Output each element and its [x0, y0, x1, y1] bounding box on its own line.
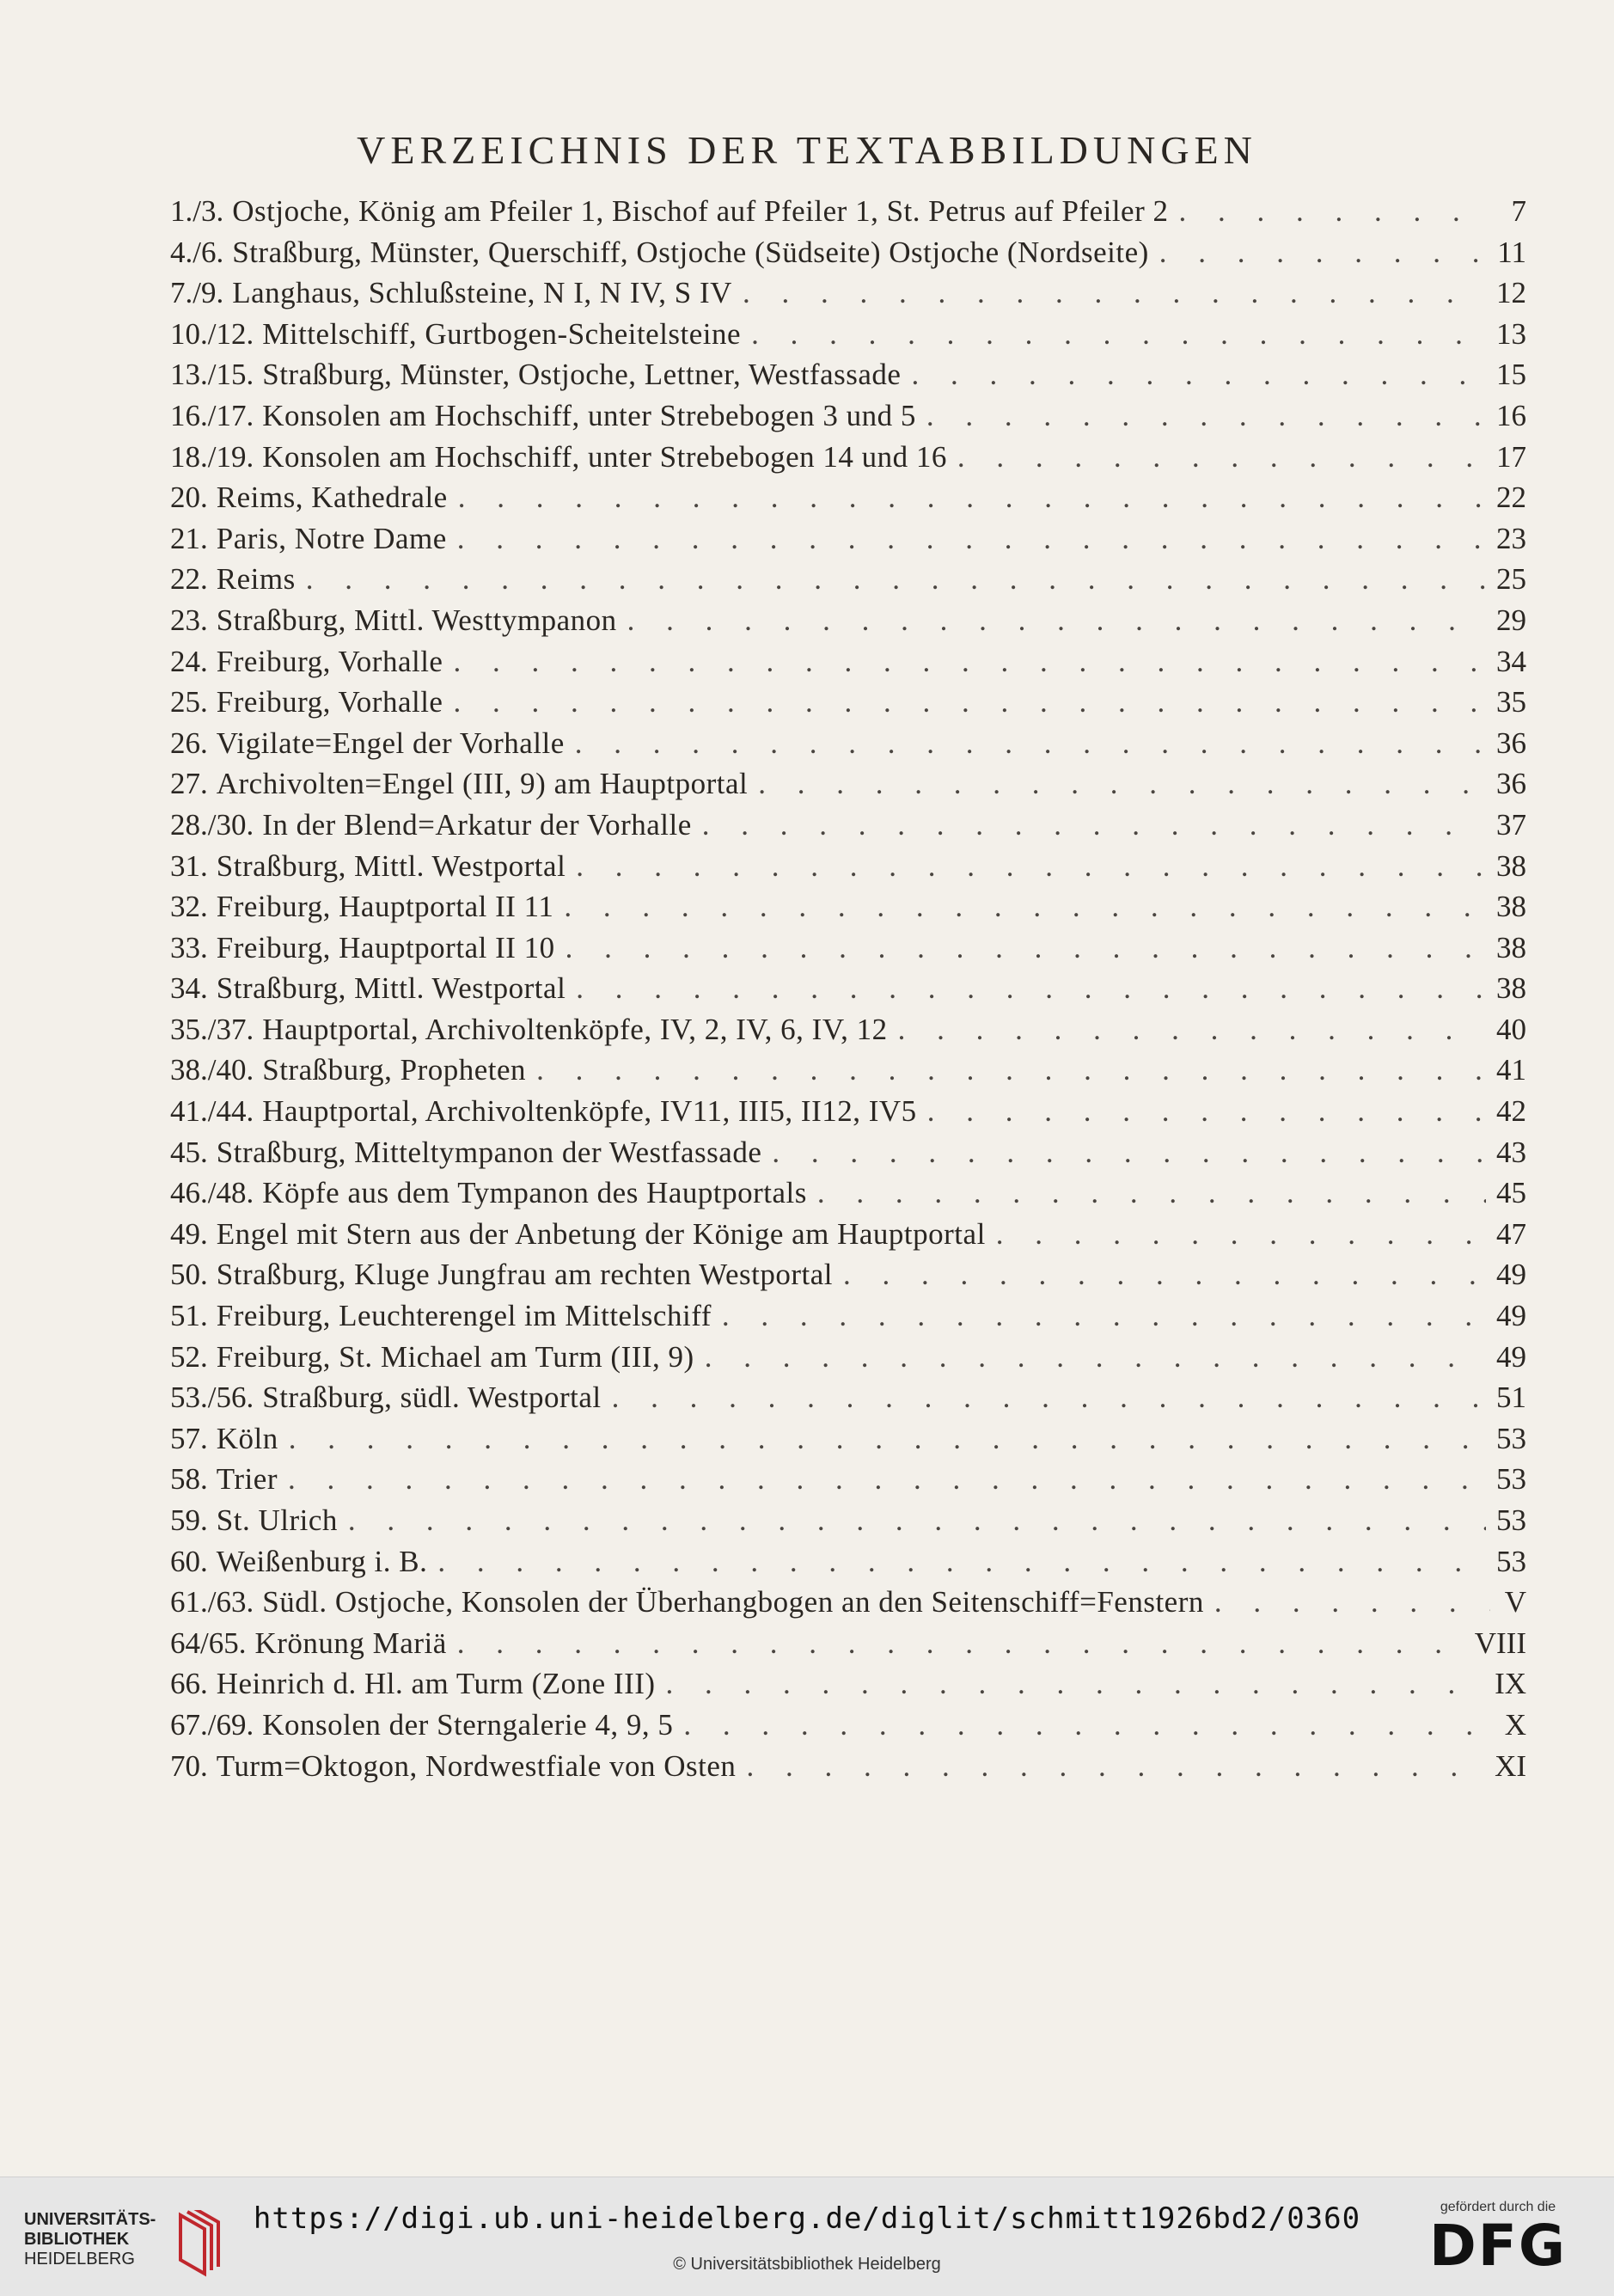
dot-leader [911, 358, 1486, 392]
index-entry [170, 1094, 1526, 1136]
entry-caption: Ostjoche, König am Pfeiler 1, Bischof auf Pfeiler 1, St. Petrus auf Pfeiler 2 [232, 194, 1169, 228]
dot-leader [926, 399, 1486, 433]
entry-number: 50. [170, 1258, 208, 1292]
index-entry [170, 1258, 1526, 1299]
dot-leader [743, 276, 1486, 310]
entry-page-number: 12 [1496, 276, 1526, 310]
entry-number: 66. [170, 1667, 208, 1701]
entry-caption: Straßburg, südl. Westportal [262, 1381, 602, 1415]
entry-page-number: 17 [1496, 439, 1526, 474]
index-entry [170, 1381, 1526, 1422]
entry-page-number: XI [1495, 1748, 1526, 1783]
index-entry [170, 1422, 1526, 1463]
entry-number: 53./56. [170, 1381, 254, 1415]
dot-leader [453, 645, 1486, 679]
entry-caption: Mittelschiff, Gurtbogen-Scheitelsteine [262, 316, 742, 351]
entry-caption: Archivolten=Engel (III, 9) am Hauptportal [216, 767, 749, 801]
index-entry [170, 1545, 1526, 1586]
entry-number: 25. [170, 685, 208, 719]
index-entry [170, 1749, 1526, 1791]
funder-caption: gefördert durch die [1440, 2200, 1556, 2214]
dot-leader [898, 1013, 1486, 1047]
entry-number: 52. [170, 1339, 208, 1374]
dot-leader [576, 971, 1486, 1006]
index-entry [170, 276, 1526, 317]
index-entry [170, 849, 1526, 891]
dot-leader [996, 1217, 1486, 1252]
dot-leader [957, 440, 1486, 475]
entry-caption: Konsolen am Hochschiff, unter Strebebogen 3 und 5 [262, 398, 916, 432]
entry-number: 61./63. [170, 1585, 254, 1619]
entry-caption: Straßburg, Propheten [262, 1053, 527, 1087]
entry-page-number: 49 [1496, 1339, 1526, 1374]
index-entry [170, 1585, 1526, 1626]
dfg-logo: DFG [1428, 2213, 1568, 2279]
entry-page-number: 53 [1496, 1421, 1526, 1455]
dot-leader [458, 481, 1486, 515]
index-entry [170, 808, 1526, 849]
entry-page-number: 53 [1496, 1544, 1526, 1578]
entry-number: 23. [170, 603, 208, 637]
index-entry [170, 971, 1526, 1013]
entry-caption: Straßburg, Mitteltympanon der Westfassade [216, 1135, 762, 1169]
entry-page-number: 36 [1496, 726, 1526, 760]
entry-caption: Freiburg, Leuchterengel im Mittelschiff [216, 1299, 712, 1333]
entry-number: 38./40. [170, 1053, 254, 1087]
dot-leader [1214, 1585, 1490, 1619]
index-entry [170, 726, 1526, 768]
index-entry [170, 1053, 1526, 1094]
entry-caption: Reims [216, 562, 296, 597]
entry-caption: Hauptportal, Archivoltenköpfe, IV, 2, IV, 6, IV, 12 [262, 1012, 888, 1046]
entry-caption: Vigilate=Engel der Vorhalle [216, 726, 565, 760]
entry-caption: Hauptportal, Archivoltenköpfe, IV11, III5, II12, IV5 [262, 1094, 917, 1129]
entry-caption: Freiburg, St. Michael am Turm (III, 9) [216, 1339, 694, 1374]
entry-page-number: 23 [1496, 521, 1526, 555]
dot-leader [306, 562, 1486, 597]
entry-caption: Krönung Mariä [254, 1626, 447, 1660]
entry-caption: Langhaus, Schlußsteine, N I, N IV, S IV [232, 276, 732, 310]
entry-number: 10./12. [170, 316, 254, 351]
index-entry [170, 236, 1526, 277]
entry-number: 57. [170, 1421, 208, 1455]
dot-leader [457, 1626, 1464, 1661]
entry-page-number: 25 [1496, 562, 1526, 597]
entry-page-number: 51 [1496, 1381, 1526, 1415]
entry-caption: Freiburg, Hauptportal II 10 [216, 930, 555, 964]
entry-caption: Paris, Notre Dame [216, 521, 447, 555]
dot-leader [453, 685, 1486, 719]
entry-page-number: 16 [1496, 398, 1526, 432]
index-entry [170, 685, 1526, 726]
index-entry [170, 1667, 1526, 1708]
copyright-notice: © Universitätsbibliothek Heidelberg [673, 2255, 941, 2274]
index-entry [170, 1217, 1526, 1258]
entry-number: 7./9. [170, 276, 224, 310]
entry-page-number: 43 [1496, 1135, 1526, 1169]
index-entry [170, 358, 1526, 399]
index-entry [170, 317, 1526, 358]
entry-page-number: VIII [1474, 1626, 1526, 1660]
entry-page-number: 13 [1496, 316, 1526, 351]
entry-caption: Heinrich d. Hl. am Turm (Zone III) [216, 1667, 656, 1701]
library-name-line1: UNIVERSITÄTS- [24, 2210, 156, 2229]
dot-leader [536, 1053, 1486, 1087]
entry-number: 34. [170, 971, 208, 1006]
index-entry [170, 931, 1526, 972]
entry-caption: Freiburg, Hauptportal II 11 [216, 890, 554, 924]
entry-caption: Straßburg, Mittl. Westportal [216, 848, 566, 883]
dot-leader [564, 890, 1486, 924]
entry-page-number: 42 [1496, 1094, 1526, 1129]
entry-page-number: 38 [1496, 890, 1526, 924]
entry-page-number: 22 [1496, 481, 1526, 515]
entry-page-number: 40 [1496, 1012, 1526, 1046]
entry-page-number: IX [1495, 1667, 1526, 1701]
permalink-url[interactable]: https://digi.ub.uni-heidelberg.de/diglit/schmitt1926bd2/0360 [253, 2201, 1361, 2236]
dot-leader [772, 1136, 1486, 1170]
dot-leader [575, 726, 1486, 761]
index-entry [170, 767, 1526, 808]
entry-page-number: 38 [1496, 971, 1526, 1006]
index-entry [170, 1136, 1526, 1177]
entry-caption: St. Ulrich [216, 1503, 338, 1537]
dot-leader [566, 931, 1486, 965]
entry-number: 27. [170, 767, 208, 801]
dot-leader [927, 1094, 1486, 1129]
library-name-line2: BIBLIOTHEK [24, 2230, 130, 2249]
entry-number: 31. [170, 848, 208, 883]
dot-leader [817, 1176, 1486, 1210]
entry-caption: Köln [216, 1421, 278, 1455]
entry-number: 26. [170, 726, 208, 760]
entry-page-number: 34 [1496, 644, 1526, 678]
entry-caption: Freiburg, Vorhalle [216, 685, 443, 719]
dot-leader [666, 1667, 1485, 1701]
entry-number: 1./3. [170, 194, 224, 228]
dot-leader [437, 1545, 1486, 1579]
index-entry [170, 440, 1526, 481]
entry-caption: Straßburg, Kluge Jungfrau am rechten Westportal [216, 1258, 834, 1292]
index-entry [170, 1013, 1526, 1054]
index-entry [170, 481, 1526, 522]
entry-number: 32. [170, 890, 208, 924]
library-name-line3: HEIDELBERG [24, 2250, 135, 2268]
entry-page-number: 38 [1496, 848, 1526, 883]
entry-number: 33. [170, 930, 208, 964]
dot-leader [1159, 236, 1488, 270]
entry-caption: Trier [216, 1462, 278, 1497]
entry-number: 49. [170, 1216, 208, 1251]
entry-page-number: 41 [1496, 1053, 1526, 1087]
funder-block [1416, 2200, 1580, 2277]
index-entry [170, 890, 1526, 931]
entry-number: 18./19. [170, 439, 254, 474]
entry-page-number: 37 [1496, 807, 1526, 842]
index-entry [170, 194, 1526, 236]
entry-caption: Straßburg, Münster, Ostjoche, Lettner, Westfassade [262, 358, 902, 392]
dot-leader [612, 1381, 1486, 1415]
dot-leader [702, 808, 1486, 842]
entry-number: 20. [170, 481, 208, 515]
index-entry [170, 1340, 1526, 1381]
entry-caption: Straßburg, Mittl. Westtympanon [216, 603, 617, 637]
entry-number: 60. [170, 1544, 208, 1578]
entry-caption: Engel mit Stern aus der Anbetung der Könige am Hauptportal [216, 1216, 986, 1251]
entry-number: 59. [170, 1503, 208, 1537]
dot-leader [751, 317, 1486, 352]
entry-number: 51. [170, 1299, 208, 1333]
entry-caption: Konsolen der Sterngalerie 4, 9, 5 [262, 1707, 674, 1742]
dot-leader [722, 1299, 1486, 1333]
entry-number: 28./30. [170, 807, 254, 842]
index-entry [170, 1626, 1526, 1668]
figure-index-list [170, 194, 1526, 1790]
dot-leader [746, 1749, 1484, 1784]
entry-number: 41./44. [170, 1094, 254, 1129]
entry-number: 21. [170, 521, 208, 555]
entry-number: 45. [170, 1135, 208, 1169]
entry-caption: Weißenburg i. B. [216, 1544, 428, 1578]
dot-leader [289, 1422, 1486, 1456]
entry-page-number: 7 [1511, 194, 1526, 228]
entry-page-number: 47 [1496, 1216, 1526, 1251]
entry-page-number: X [1504, 1707, 1526, 1742]
entry-page-number: V [1504, 1585, 1526, 1619]
index-entry [170, 603, 1526, 645]
entry-caption: Straßburg, Mittl. Westportal [216, 971, 566, 1006]
entry-number: 70. [170, 1748, 208, 1783]
entry-page-number: 36 [1496, 767, 1526, 801]
entry-number: 64/65. [170, 1626, 247, 1660]
entry-page-number: 53 [1496, 1462, 1526, 1497]
entry-number: 16./17. [170, 398, 254, 432]
dot-leader [457, 522, 1486, 556]
entry-number: 13./15. [170, 358, 254, 392]
entry-caption: In der Blend=Arkatur der Vorhalle [262, 807, 692, 842]
entry-page-number: 38 [1496, 930, 1526, 964]
dot-leader [576, 849, 1486, 884]
dot-leader [683, 1708, 1490, 1742]
entry-caption: Turm=Oktogon, Nordwestfiale von Osten [216, 1748, 737, 1783]
entry-page-number: 11 [1497, 235, 1526, 269]
entry-number: 22. [170, 562, 208, 597]
entry-caption: Freiburg, Vorhalle [216, 644, 443, 678]
index-entry [170, 1708, 1526, 1749]
entry-page-number: 35 [1496, 685, 1526, 719]
entry-caption: Straßburg, Münster, Querschiff, Ostjoche (Südseite) Ostjoche (Nordseite) [232, 235, 1149, 269]
entry-number: 46./48. [170, 1176, 254, 1210]
index-entry [170, 1503, 1526, 1545]
index-entry [170, 562, 1526, 603]
entry-caption: Reims, Kathedrale [216, 481, 448, 515]
entry-number: 58. [170, 1462, 208, 1497]
entry-caption: Südl. Ostjoche, Konsolen der Überhangbogen an den Seitenschiff=Fenstern [262, 1585, 1204, 1619]
entry-number: 67./69. [170, 1707, 254, 1742]
entry-number: 4./6. [170, 235, 224, 269]
dot-leader [348, 1503, 1486, 1538]
entry-number: 35./37. [170, 1012, 254, 1046]
index-entry [170, 522, 1526, 563]
entry-page-number: 49 [1496, 1258, 1526, 1292]
index-entry [170, 399, 1526, 440]
dot-leader [288, 1462, 1486, 1497]
dot-leader [843, 1258, 1486, 1292]
page-title: VERZEICHNIS DER TEXTABBILDUNGEN [357, 128, 1257, 172]
index-entry [170, 1299, 1526, 1340]
entry-page-number: 49 [1496, 1299, 1526, 1333]
entry-caption: Köpfe aus dem Tympanon des Hauptportals [262, 1176, 807, 1210]
entry-page-number: 15 [1496, 358, 1526, 392]
index-entry [170, 1462, 1526, 1503]
entry-number: 24. [170, 644, 208, 678]
entry-page-number: 53 [1496, 1503, 1526, 1537]
entry-caption: Konsolen am Hochschiff, unter Strebebogen 14 und 16 [262, 439, 947, 474]
entry-page-number: 45 [1496, 1176, 1526, 1210]
entry-page-number: 29 [1496, 603, 1526, 637]
dot-leader [705, 1340, 1486, 1375]
dot-leader [627, 603, 1486, 638]
dot-leader [1179, 194, 1491, 229]
index-entry [170, 645, 1526, 686]
index-entry [170, 1176, 1526, 1217]
dot-leader [758, 767, 1486, 801]
footer-bar [0, 2177, 1614, 2296]
